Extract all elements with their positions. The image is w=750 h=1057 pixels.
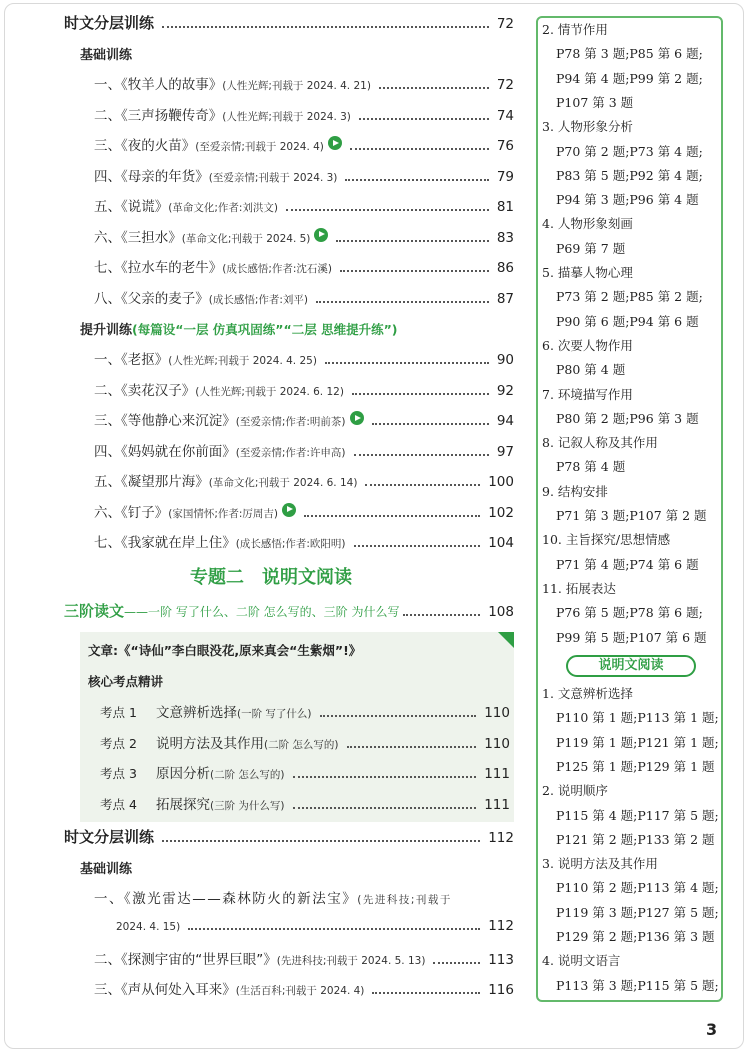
three-step-subtitle: ——一阶 写了什么、二阶 怎么写的、三阶 为什么写	[124, 605, 400, 619]
play-icon[interactable]	[350, 411, 364, 425]
entry-note: (至爱亲情;作者:明前茶)	[235, 416, 346, 428]
index-category: 7. 环境描写作用	[542, 386, 633, 402]
index-category: 3. 说明方法及其作用	[542, 856, 658, 872]
play-icon[interactable]	[282, 503, 296, 517]
leader-dots	[372, 423, 489, 425]
index-category: 8. 记叙人称及其作用	[542, 435, 658, 451]
leader-dots	[354, 454, 489, 456]
entry-title: 一、《激光雷达——森林防火的新法宝》	[94, 891, 358, 907]
index-category: 11. 拓展表达	[542, 580, 616, 596]
leader-dots	[359, 118, 489, 120]
three-step-title: 三阶读文	[64, 602, 125, 620]
key-point-entry[interactable]	[100, 701, 510, 721]
entry-note: (成长感悟;作者:刘平)	[208, 293, 309, 306]
page-ref: 112	[488, 830, 514, 846]
index-category: 4. 说明文语言	[542, 953, 621, 969]
entry-note: (人性光辉;刊载于 2024. 3)	[222, 110, 351, 123]
index-refs: P113 第 3 题;P115 第 5 题;	[556, 977, 719, 993]
leader-dots	[372, 992, 480, 994]
key-point-note: (一阶 写了什么)	[237, 708, 312, 720]
entry-title: 二、《探测宇宙的“世界巨眼”》	[94, 952, 277, 968]
page-ref: 72	[496, 77, 514, 93]
leader-dots	[162, 26, 489, 28]
key-point-label: 考点 2	[100, 735, 137, 751]
entry-title: 三、《等他静心来沉淀》	[94, 413, 236, 429]
index-refs: P90 第 6 题;P94 第 6 题	[556, 313, 699, 329]
key-point-title: 说明方法及其作用	[156, 735, 264, 752]
leader-dots	[293, 807, 477, 809]
page-ref: 90	[496, 352, 514, 368]
section-header-1[interactable]	[64, 12, 514, 33]
entry-note: (革命文化;刊载于 2024. 6. 14)	[208, 477, 358, 489]
leader-dots	[433, 962, 480, 964]
section-title: 时文分层训练	[64, 14, 155, 32]
page-ref: 79	[496, 168, 514, 185]
page-ref: 83	[496, 229, 514, 246]
three-step-reading[interactable]	[64, 600, 514, 621]
entry-note: (成长感悟;作者:欧阳明)	[235, 538, 346, 550]
adv-label: 提升训练	[80, 323, 133, 338]
section-title: 时文分层训练	[64, 828, 155, 846]
article-title: 文章:《“诗仙”李白眼没花,原来真会“生紫烟”!》	[88, 643, 362, 658]
index-refs: P94 第 4 题;P99 第 2 题;	[556, 70, 703, 86]
index-refs: P129 第 2 题;P136 第 3 题	[556, 929, 715, 944]
key-point-note: (二阶 怎么写的)	[210, 769, 285, 781]
entry-title: 四、《妈妈就在你前面》	[94, 443, 236, 460]
entry-title: 六、《钉子》	[94, 504, 169, 521]
leader-dots	[365, 484, 480, 486]
toc-entry[interactable]	[94, 501, 514, 521]
entry-note: (生活百科;刊载于 2024. 4)	[235, 985, 365, 997]
page-ref: 108	[488, 604, 514, 620]
entry-title: 五、《凝望那片海》	[94, 474, 209, 490]
toc-entry[interactable]	[94, 165, 514, 185]
leader-dots	[162, 840, 480, 842]
index-refs: P78 第 3 题;P85 第 6 题;	[556, 46, 703, 62]
index-refs: P71 第 3 题;P107 第 2 题	[556, 508, 707, 523]
toc-entry[interactable]	[94, 256, 514, 276]
entry-title: 七、《我家就在岸上住》	[94, 535, 236, 551]
key-point-entry[interactable]	[100, 732, 510, 752]
index-refs: P115 第 4 题;P117 第 5 题;	[556, 807, 719, 823]
index-category: 5. 描摹人物心理	[542, 265, 633, 280]
key-point-title: 文意辨析选择	[156, 705, 237, 721]
toc-entry[interactable]	[94, 195, 514, 215]
leader-dots	[345, 179, 488, 181]
key-point-label: 考点 1	[100, 705, 137, 720]
toc-entry[interactable]	[94, 104, 514, 124]
play-icon[interactable]	[328, 136, 342, 150]
page-ref: 97	[496, 443, 514, 460]
key-point-entry[interactable]	[100, 762, 510, 782]
entry-title: 三、《夜的火苗》	[94, 138, 196, 154]
entry-note: (革命文化;作者:刘洪文)	[168, 202, 279, 214]
index-category: 9. 结构安排	[542, 483, 608, 499]
leader-dots	[352, 393, 489, 395]
leader-dots	[286, 209, 489, 211]
entry-note: (至爱亲情;刊载于 2024. 4)	[195, 141, 324, 153]
key-point-entry[interactable]	[100, 793, 510, 813]
basic-training-heading: 基础训练	[80, 48, 133, 63]
entry-title: 二、《卖花汉子》	[94, 382, 196, 399]
toc-entry[interactable]	[94, 226, 514, 246]
page-ref: 111	[484, 766, 510, 782]
topic-two-title: 专题二 说明文阅读	[190, 567, 352, 588]
entry-title: 六、《三担水》	[94, 229, 182, 246]
page-ref: 76	[496, 138, 514, 154]
index-category: 2. 情节作用	[542, 22, 608, 37]
entry-title: 二、《三声扬鞭传奇》	[94, 107, 223, 124]
entry-note: (人性光辉;刊载于 2024. 4. 21)	[222, 80, 371, 92]
page-number: 3	[706, 1020, 718, 1039]
entry-note: (革命文化;刊载于 2024. 5)	[181, 232, 311, 245]
index-refs: P121 第 2 题;P133 第 2 题	[556, 831, 715, 847]
toc-entry[interactable]	[94, 948, 514, 968]
entry-note: (人性光辉;刊载于 2024. 4. 25)	[168, 355, 317, 367]
adv-note: (每篇设“一层 仿真巩固练”“二层 思维提升练”)	[132, 322, 398, 337]
advanced-training-heading	[80, 319, 398, 338]
index-refs: P69 第 7 题	[556, 240, 626, 256]
entry-title: 一、《老抠》	[94, 352, 169, 368]
page-ref: 102	[488, 504, 514, 521]
key-point-title: 拓展探究	[156, 796, 210, 813]
toc-entry[interactable]	[94, 978, 514, 998]
index-refs: P119 第 1 题;P121 第 1 题;	[556, 734, 719, 750]
page-ref: 86	[496, 260, 514, 276]
entry-title: 三、《声从何处入耳来》	[94, 982, 236, 998]
toc-entry[interactable]	[94, 409, 514, 429]
index-refs: P99 第 5 题;P107 第 6 题	[556, 629, 707, 645]
leader-dots	[340, 270, 489, 272]
key-point-label: 考点 4	[100, 796, 137, 812]
leader-dots	[403, 614, 480, 616]
index-category: 3. 人物形象分析	[542, 119, 633, 135]
toc-entry[interactable]	[94, 73, 514, 93]
leader-dots	[320, 715, 477, 717]
index-refs: P80 第 4 题	[556, 362, 626, 378]
entry-note-cont: 2024. 4. 15)	[116, 921, 181, 933]
entry-note: (至爱亲情;刊载于 2024. 3)	[208, 171, 338, 184]
page-ref: 112	[488, 918, 514, 934]
index-refs: P94 第 3 题;P96 第 4 题	[556, 192, 699, 208]
page-ref: 100	[488, 474, 514, 490]
index-refs: P76 第 5 题;P78 第 6 题;	[556, 605, 703, 621]
page-ref: 110	[484, 735, 510, 752]
index-category: 2. 说明顺序	[542, 783, 608, 799]
index-refs: P83 第 5 题;P92 第 4 题;	[556, 167, 703, 183]
leader-dots	[188, 928, 480, 930]
leader-dots	[304, 515, 480, 517]
basic-training-heading-2: 基础训练	[80, 862, 133, 877]
key-point-label: 考点 3	[100, 766, 137, 781]
entry-title: 四、《母亲的年货》	[94, 168, 209, 185]
leader-dots	[379, 87, 489, 89]
page-ref: 87	[496, 290, 514, 307]
play-icon[interactable]	[314, 228, 328, 242]
page-ref: 104	[488, 535, 514, 551]
key-point-note: (二阶 怎么写的)	[264, 738, 339, 751]
toc-entry[interactable]	[94, 470, 514, 490]
toc-entry[interactable]	[94, 379, 514, 399]
entry-note: (先进科技;刊载于	[357, 894, 452, 906]
key-point-title: 原因分析	[156, 766, 210, 782]
page-ref: 72	[496, 16, 514, 32]
entry-note: (家国情怀;作者:厉周吉)	[168, 507, 279, 520]
page-ref: 94	[496, 413, 514, 429]
section-header-2[interactable]	[64, 826, 514, 847]
index-refs: P110 第 2 题;P113 第 4 题;	[556, 880, 719, 896]
entry-title: 五、《说谎》	[94, 199, 169, 215]
index-refs: P107 第 3 题	[556, 94, 634, 110]
index-category: 10. 主旨探究/思想情感	[542, 532, 671, 548]
page-ref: 81	[496, 199, 514, 215]
leader-dots	[336, 240, 488, 242]
page-ref: 74	[496, 107, 514, 124]
page-ref: 116	[488, 982, 514, 998]
toc-entry[interactable]	[94, 887, 514, 907]
leader-dots	[350, 148, 489, 150]
key-point-note: (三阶 为什么写)	[210, 799, 285, 812]
entry-title: 一、《牧羊人的故事》	[94, 77, 223, 93]
leader-dots	[325, 362, 489, 364]
expository-reading-pill: 说明文阅读	[566, 655, 696, 677]
index-refs: P70 第 2 题;P73 第 4 题;	[556, 143, 703, 159]
toc-entry[interactable]	[94, 134, 514, 154]
toc-entry[interactable]	[94, 531, 514, 551]
leader-dots	[347, 746, 477, 748]
entry-note: (先进科技;刊载于 2024. 5. 13)	[276, 955, 426, 967]
leader-dots	[316, 301, 489, 303]
entry-title: 八、《父亲的麦子》	[94, 290, 209, 307]
toc-entry-continued[interactable]	[116, 918, 514, 934]
page-ref: 111	[484, 796, 510, 813]
entry-title: 七、《拉水车的老牛》	[94, 260, 223, 276]
leader-dots	[354, 545, 481, 547]
entry-note: (人性光辉;刊载于 2024. 6. 12)	[195, 385, 344, 398]
page-ref: 110	[484, 705, 510, 721]
toc-entry[interactable]	[94, 348, 514, 368]
leader-dots	[293, 776, 477, 778]
index-refs: P73 第 2 题;P85 第 2 题;	[556, 289, 703, 305]
index-category: 1. 文意辨析选择	[542, 686, 633, 701]
index-category: 4. 人物形象刻画	[542, 216, 633, 232]
entry-note: (至爱亲情;作者:许申高)	[235, 446, 346, 459]
page-ref: 92	[496, 382, 514, 399]
index-category: 6. 次要人物作用	[542, 337, 633, 353]
index-refs: P80 第 2 题;P96 第 3 题	[556, 410, 699, 426]
index-refs: P125 第 1 题;P129 第 1 题	[556, 758, 715, 774]
entry-note: (成长感悟;作者:沈石溪)	[222, 263, 333, 275]
toc-entry[interactable]	[94, 287, 514, 307]
index-refs: P78 第 4 题	[556, 459, 626, 475]
corner-triangle	[498, 632, 514, 648]
core-points-heading: 核心考点精讲	[88, 674, 164, 689]
index-refs: P119 第 3 题;P127 第 5 题;	[556, 904, 719, 920]
page-ref: 113	[488, 952, 514, 968]
toc-entry[interactable]	[94, 440, 514, 460]
index-refs: P110 第 1 题;P113 第 1 题;	[556, 710, 719, 726]
index-refs: P71 第 4 题;P74 第 6 题	[556, 556, 699, 572]
